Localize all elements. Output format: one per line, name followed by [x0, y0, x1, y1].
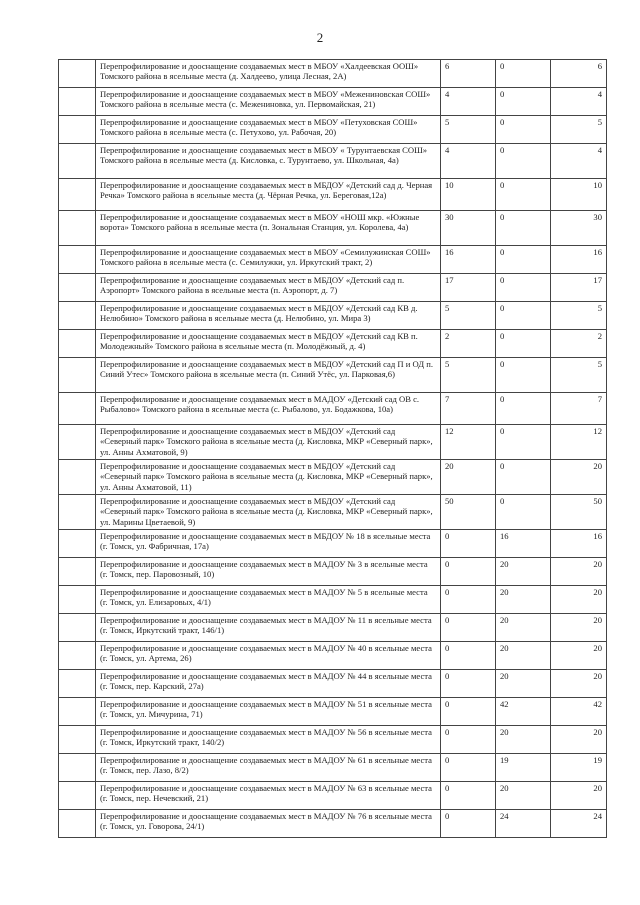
- value-cell-total: 4: [551, 144, 607, 179]
- value-cell-1: 0: [441, 530, 496, 558]
- table-row: [59, 782, 607, 810]
- value-cell-2: 20: [496, 614, 551, 642]
- value-cell-1: 6: [441, 60, 496, 88]
- row-index-cell: [59, 302, 96, 330]
- description-cell: Перепрофилирование и дооснащение создаваемых мест в МБДОУ «Детский сад «Северный парк» Томского района в ясельные места (д. Кисловка, МКР «Северный парк», ул. Анны Ахматовой, 11): [96, 460, 441, 495]
- description-cell: Перепрофилирование и дооснащение создаваемых мест в МБДОУ № 18 в ясельные места (г. Томск, ул. Фабричная, 17а): [96, 530, 441, 558]
- page-number: 2: [316, 30, 324, 45]
- value-cell-total: 30: [551, 211, 607, 246]
- table-row: [59, 60, 607, 88]
- table-row: [59, 88, 607, 116]
- value-cell-2: 0: [496, 330, 551, 358]
- description-cell: Перепрофилирование и дооснащение создаваемых мест в МАДОУ № 63 в ясельные места (г. Томск, пер. Нечевский, 21): [96, 782, 441, 810]
- description-cell: Перепрофилирование и дооснащение создаваемых мест в МБДОУ «Детский сад п. Аэропорт» Томского района в ясельные места (п. Аэропорт, д. 7): [96, 274, 441, 302]
- description-cell: Перепрофилирование и дооснащение создаваемых мест в МБОУ « Турунтаевская СОШ» Томского района в ясельные места (д. Кисловка, с. Турунтаево, ул. Школьная, 4а): [96, 144, 441, 179]
- value-cell-1: 0: [441, 698, 496, 726]
- description-cell: Перепрофилирование и дооснащение создаваемых мест в МАДОУ № 11 в ясельные места (г. Томск, Иркутский тракт, 146/1): [96, 614, 441, 642]
- row-index-cell: [59, 810, 96, 838]
- row-index-cell: [59, 726, 96, 754]
- value-cell-1: 5: [441, 116, 496, 144]
- table-body: [59, 60, 607, 838]
- description-cell: Перепрофилирование и дооснащение создаваемых мест в МАДОУ № 61 в ясельные места (г. Томск, пер. Лазо, 8/2): [96, 754, 441, 782]
- table-row: [59, 558, 607, 586]
- description-cell: Перепрофилирование и дооснащение создаваемых мест в МБОУ «Семилужинская СОШ» Томского района в ясельные места (с. Семилужки, ул. Иркутский тракт, 2): [96, 246, 441, 274]
- value-cell-2: 0: [496, 116, 551, 144]
- row-index-cell: [59, 460, 96, 495]
- value-cell-2: 0: [496, 495, 551, 530]
- value-cell-2: 20: [496, 586, 551, 614]
- value-cell-total: 16: [551, 530, 607, 558]
- value-cell-total: 5: [551, 116, 607, 144]
- row-index-cell: [59, 274, 96, 302]
- table-row: [59, 754, 607, 782]
- value-cell-1: 0: [441, 642, 496, 670]
- table-row: [59, 425, 607, 460]
- value-cell-2: 20: [496, 558, 551, 586]
- table-row: [59, 530, 607, 558]
- row-index-cell: [59, 782, 96, 810]
- value-cell-total: 7: [551, 393, 607, 425]
- table-row: [59, 302, 607, 330]
- value-cell-2: 0: [496, 144, 551, 179]
- value-cell-total: 20: [551, 586, 607, 614]
- table-row: [59, 211, 607, 246]
- value-cell-total: 20: [551, 558, 607, 586]
- value-cell-1: 50: [441, 495, 496, 530]
- description-cell: Перепрофилирование и дооснащение создаваемых мест в МАДОУ № 40 в ясельные места (г. Томск, ул. Артема, 26): [96, 642, 441, 670]
- row-index-cell: [59, 179, 96, 211]
- row-index-cell: [59, 425, 96, 460]
- value-cell-1: 0: [441, 586, 496, 614]
- row-index-cell: [59, 530, 96, 558]
- description-cell: Перепрофилирование и дооснащение создаваемых мест в МБДОУ «Детский сад «Северный парк» Томского района в ясельные места (д. Кисловка, МКР «Северный парк», ул. Марины Цветаевой, 9): [96, 495, 441, 530]
- value-cell-total: 20: [551, 726, 607, 754]
- table-row: [59, 614, 607, 642]
- table-row: [59, 246, 607, 274]
- description-cell: Перепрофилирование и дооснащение создаваемых мест в МБДОУ «Детский сад КВ п. Молодежный» Томского района в ясельные места (п. Молодёжный, д. 4): [96, 330, 441, 358]
- value-cell-1: 4: [441, 88, 496, 116]
- table-row: [59, 698, 607, 726]
- row-index-cell: [59, 358, 96, 393]
- value-cell-1: 0: [441, 810, 496, 838]
- row-index-cell: [59, 88, 96, 116]
- row-index-cell: [59, 754, 96, 782]
- value-cell-2: 0: [496, 60, 551, 88]
- value-cell-total: 6: [551, 60, 607, 88]
- value-cell-2: 42: [496, 698, 551, 726]
- row-index-cell: [59, 670, 96, 698]
- value-cell-total: 17: [551, 274, 607, 302]
- row-index-cell: [59, 586, 96, 614]
- row-index-cell: [59, 614, 96, 642]
- value-cell-1: 16: [441, 246, 496, 274]
- description-cell: Перепрофилирование и дооснащение создаваемых мест в МБОУ «Халдеевская ООШ» Томского района в ясельные места (д. Халдеево, улица Лесная, 2А): [96, 60, 441, 88]
- description-cell: Перепрофилирование и дооснащение создаваемых мест в МБДОУ «Детский сад КВ д. Нелюбино» Томского района в ясельные места (д. Нелюбино, ул. Мира 3): [96, 302, 441, 330]
- row-index-cell: [59, 144, 96, 179]
- description-cell: Перепрофилирование и дооснащение создаваемых мест в МБДОУ «Детский сад П и ОД п. Синий Утес» Томского района в ясельные места (п. Синий Утёс, ул. Парковая,6): [96, 358, 441, 393]
- value-cell-2: 20: [496, 782, 551, 810]
- row-index-cell: [59, 60, 96, 88]
- description-cell: Перепрофилирование и дооснащение создаваемых мест в МБОУ «НОШ мкр. «Южные ворота» Томского района в ясельные места (п. Зональная Станция, ул. Королева, 4а): [96, 211, 441, 246]
- description-cell: Перепрофилирование и дооснащение создаваемых мест в МАДОУ № 3 в ясельные места (г. Томск, пер. Паровозный, 10): [96, 558, 441, 586]
- value-cell-total: 5: [551, 302, 607, 330]
- value-cell-2: 0: [496, 425, 551, 460]
- value-cell-total: 12: [551, 425, 607, 460]
- table-row: [59, 670, 607, 698]
- value-cell-2: 16: [496, 530, 551, 558]
- value-cell-total: 42: [551, 698, 607, 726]
- description-cell: Перепрофилирование и дооснащение создаваемых мест в МАДОУ «Детский сад ОВ с. Рыбалово» Томского района в ясельные места (с. Рыбалово, ул. Бодажкова, 10а): [96, 393, 441, 425]
- value-cell-total: 20: [551, 670, 607, 698]
- value-cell-total: 4: [551, 88, 607, 116]
- value-cell-2: 20: [496, 726, 551, 754]
- description-cell: Перепрофилирование и дооснащение создаваемых мест в МАДОУ № 76 в ясельные места (г. Томск, ул. Говорова, 24/1): [96, 810, 441, 838]
- table-row: [59, 495, 607, 530]
- value-cell-total: 10: [551, 179, 607, 211]
- value-cell-2: 0: [496, 358, 551, 393]
- value-cell-total: 24: [551, 810, 607, 838]
- value-cell-1: 5: [441, 302, 496, 330]
- value-cell-total: 5: [551, 358, 607, 393]
- value-cell-2: 0: [496, 179, 551, 211]
- description-cell: Перепрофилирование и дооснащение создаваемых мест в МБОУ «Петуховская СОШ» Томского района в ясельные места (с. Петухово, ул. Рабочая, 20): [96, 116, 441, 144]
- table-row: [59, 179, 607, 211]
- value-cell-total: 20: [551, 642, 607, 670]
- description-cell: Перепрофилирование и дооснащение создаваемых мест в МАДОУ № 5 в ясельные места (г. Томск, ул. Елизаровых, 4/1): [96, 586, 441, 614]
- value-cell-1: 7: [441, 393, 496, 425]
- table-row: [59, 642, 607, 670]
- value-cell-1: 0: [441, 614, 496, 642]
- value-cell-2: 0: [496, 302, 551, 330]
- value-cell-2: 0: [496, 211, 551, 246]
- description-cell: Перепрофилирование и дооснащение создаваемых мест в МАДОУ № 44 в ясельные места (г. Томск, пер. Карский, 27а): [96, 670, 441, 698]
- value-cell-2: 0: [496, 393, 551, 425]
- row-index-cell: [59, 211, 96, 246]
- value-cell-1: 0: [441, 754, 496, 782]
- value-cell-2: 0: [496, 246, 551, 274]
- value-cell-1: 30: [441, 211, 496, 246]
- row-index-cell: [59, 246, 96, 274]
- value-cell-2: 0: [496, 460, 551, 495]
- row-index-cell: [59, 330, 96, 358]
- places-table: [58, 59, 607, 838]
- value-cell-total: 20: [551, 614, 607, 642]
- value-cell-total: 20: [551, 782, 607, 810]
- row-index-cell: [59, 495, 96, 530]
- value-cell-total: 19: [551, 754, 607, 782]
- value-cell-1: 17: [441, 274, 496, 302]
- table-row: [59, 460, 607, 495]
- table-row: [59, 358, 607, 393]
- table-row: [59, 330, 607, 358]
- value-cell-1: 0: [441, 558, 496, 586]
- description-cell: Перепрофилирование и дооснащение создаваемых мест в МАДОУ № 56 в ясельные места (г. Томск, Иркутский тракт, 140/2): [96, 726, 441, 754]
- table-row: [59, 274, 607, 302]
- value-cell-2: 0: [496, 274, 551, 302]
- table-row: [59, 586, 607, 614]
- value-cell-1: 4: [441, 144, 496, 179]
- row-index-cell: [59, 698, 96, 726]
- value-cell-1: 20: [441, 460, 496, 495]
- value-cell-total: 16: [551, 246, 607, 274]
- value-cell-total: 50: [551, 495, 607, 530]
- row-index-cell: [59, 558, 96, 586]
- table-row: [59, 810, 607, 838]
- value-cell-1: 0: [441, 782, 496, 810]
- description-cell: Перепрофилирование и дооснащение создаваемых мест в МАДОУ № 51 в ясельные места (г. Томск, ул. Мичурина, 71): [96, 698, 441, 726]
- row-index-cell: [59, 393, 96, 425]
- table-row: [59, 726, 607, 754]
- value-cell-1: 5: [441, 358, 496, 393]
- value-cell-1: 2: [441, 330, 496, 358]
- value-cell-2: 0: [496, 88, 551, 116]
- value-cell-1: 12: [441, 425, 496, 460]
- value-cell-2: 19: [496, 754, 551, 782]
- value-cell-total: 2: [551, 330, 607, 358]
- value-cell-total: 20: [551, 460, 607, 495]
- table-row: [59, 116, 607, 144]
- table-row: [59, 393, 607, 425]
- value-cell-2: 20: [496, 642, 551, 670]
- description-cell: Перепрофилирование и дооснащение создаваемых мест в МБДОУ «Детский сад «Северный парк» Томского района в ясельные места (д. Кисловка, МКР «Северный парк», ул. Анны Ахматовой, 9): [96, 425, 441, 460]
- value-cell-1: 0: [441, 670, 496, 698]
- value-cell-1: 0: [441, 726, 496, 754]
- value-cell-1: 10: [441, 179, 496, 211]
- row-index-cell: [59, 642, 96, 670]
- description-cell: Перепрофилирование и дооснащение создаваемых мест в МБОУ «Межениновская СОШ» Томского района в ясельные места (с. Межениновка, ул. Первомайская, 21): [96, 88, 441, 116]
- table-row: [59, 144, 607, 179]
- description-cell: Перепрофилирование и дооснащение создаваемых мест в МБДОУ «Детский сад д. Черная Речка» Томского района в ясельные места (д. Чёрная Речка, ул. Береговая,12а): [96, 179, 441, 211]
- value-cell-2: 24: [496, 810, 551, 838]
- value-cell-2: 20: [496, 670, 551, 698]
- row-index-cell: [59, 116, 96, 144]
